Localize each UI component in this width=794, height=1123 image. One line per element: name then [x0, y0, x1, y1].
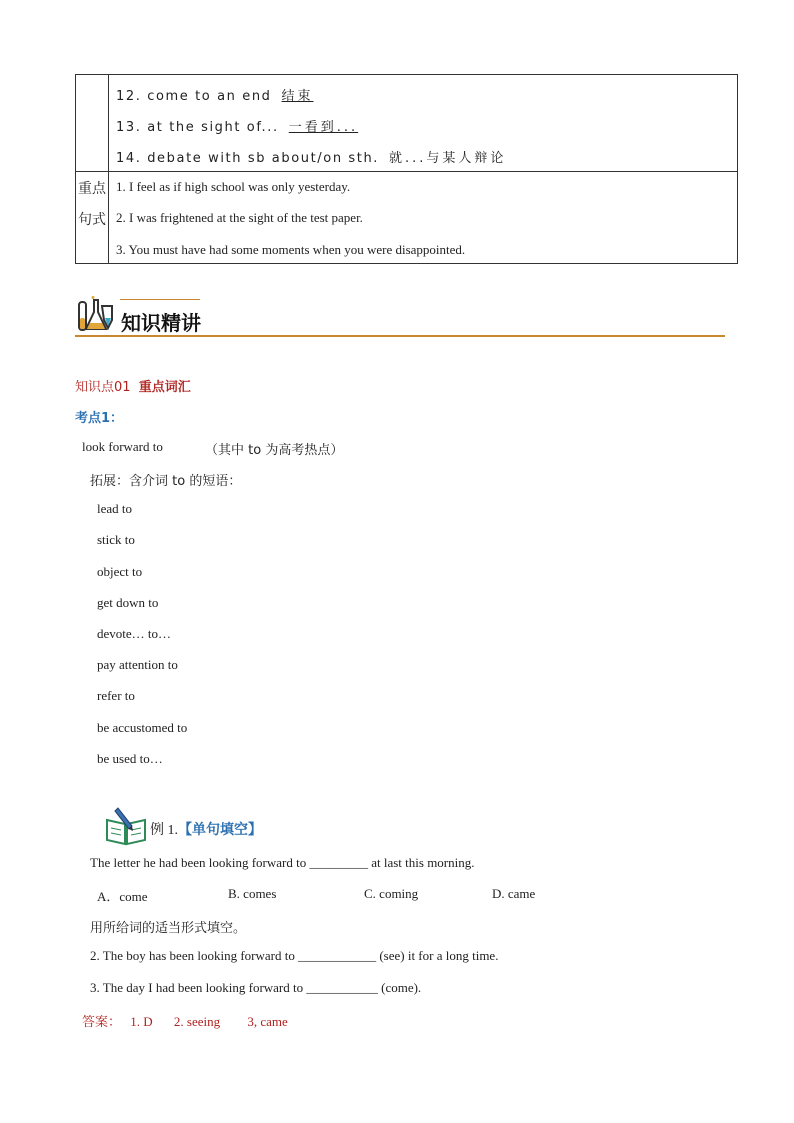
expand-item: refer to — [97, 688, 135, 703]
answer-2: 2. seeing — [173, 1014, 221, 1029]
phrase-row-14 — [116, 147, 506, 166]
phrase-en: 14. debate with sb about/on sth. — [116, 151, 380, 166]
expand-label: 拓展：含介词 to 的短语： — [90, 474, 242, 489]
row-label-top: 重点 — [78, 181, 106, 197]
expand-item: be accustomed to — [97, 720, 188, 735]
phrase-en: 12. come to an end — [116, 89, 272, 104]
example-heading — [150, 819, 262, 839]
answer-3: 3, came — [247, 1014, 288, 1029]
knowledge-point-title: 重点词汇 — [138, 380, 191, 395]
knowledge-point-heading — [75, 376, 191, 395]
table-row-divider — [76, 171, 737, 172]
expand-item: devote… to… — [97, 626, 172, 641]
book-pencil-icon — [104, 806, 148, 846]
option-a: A．come — [97, 889, 148, 904]
key-phrase-note: （其中 to 为高考热点） — [205, 443, 344, 458]
answer-line — [82, 1011, 288, 1030]
expand-item: get down to — [97, 595, 159, 610]
answer-1: 1. D — [130, 1014, 153, 1029]
key-sentence-2: 2. I was frightened at the sight of the test paper. — [116, 210, 363, 225]
option-b: B. comes — [228, 886, 277, 901]
phrase-row-12 — [116, 85, 314, 104]
expand-item: lead to — [97, 501, 133, 516]
key-sentence-1: 1. I feel as if high school was only yesterday. — [116, 179, 351, 194]
test-point-label: 考点1： — [75, 411, 124, 426]
example-label: 例 1. — [150, 823, 178, 838]
option-c: C. coming — [364, 886, 419, 901]
answer-label: 答案： — [82, 1015, 122, 1030]
row-label-bottom: 句式 — [78, 212, 106, 228]
knowledge-point-number: 知识点01 — [75, 380, 131, 395]
table-column-divider — [108, 75, 109, 263]
flask-icon — [76, 296, 116, 334]
fill-instruction: 用所给词的适当形式填空。 — [90, 921, 247, 936]
phrase-en: 13. at the sight of... — [116, 120, 279, 135]
phrase-table — [75, 74, 738, 264]
section-title: 知识精讲 — [121, 311, 201, 335]
question-3: 3. The day I had been looking forward to ___________ (come). — [90, 980, 422, 995]
phrase-cn: 就...与某人辩论 — [389, 151, 507, 166]
question-1: The letter he had been looking forward to _________ at last this morning. — [90, 855, 475, 870]
section-divider — [75, 335, 725, 337]
example-type: 【单句填空】 — [178, 822, 262, 838]
key-sentence-3: 3. You must have had some moments when you were disappointed. — [116, 242, 466, 257]
phrase-row-13 — [116, 116, 358, 135]
expand-item: be used to… — [97, 751, 163, 766]
phrase-cn: 一看到... — [288, 120, 359, 135]
question-2: 2. The boy has been looking forward to ____________ (see) it for a long time. — [90, 948, 499, 963]
option-d: D. came — [492, 886, 536, 901]
key-phrase: look forward to — [82, 439, 163, 454]
phrase-cn: 结束 — [281, 89, 314, 104]
expand-item: pay attention to — [97, 657, 178, 672]
expand-item: object to — [97, 564, 143, 579]
expand-item: stick to — [97, 532, 135, 547]
section-title-accent-line — [120, 299, 200, 300]
